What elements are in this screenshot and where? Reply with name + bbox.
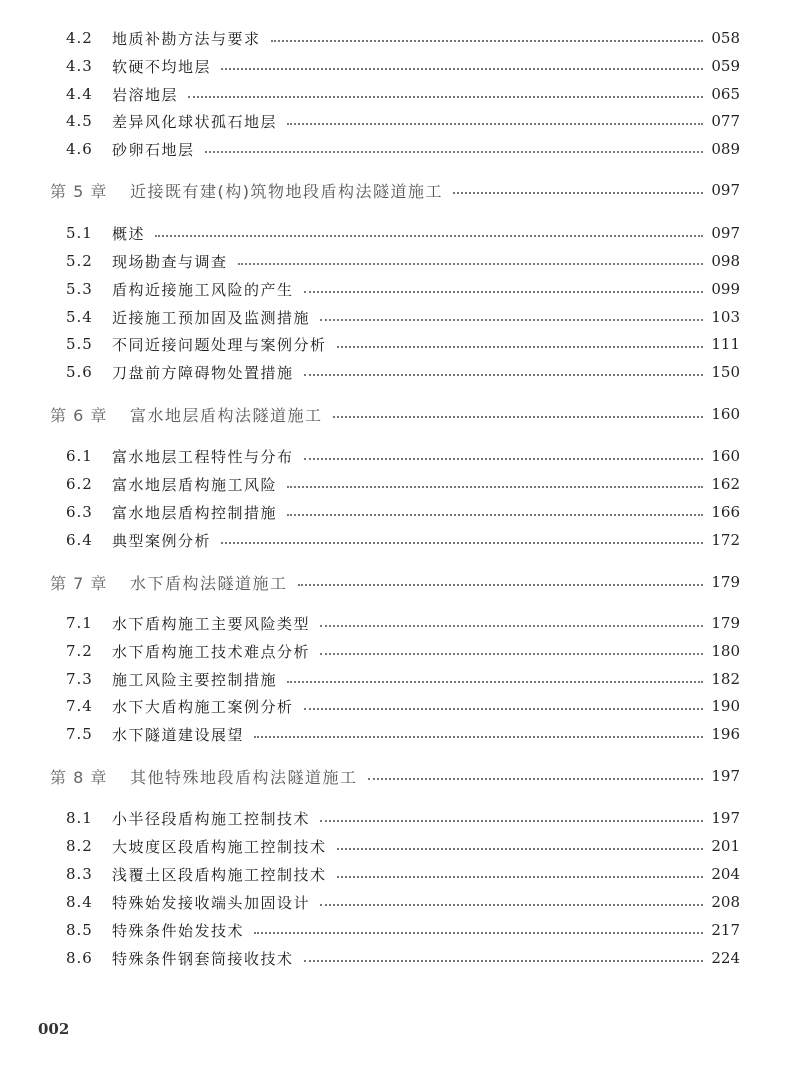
toc-section-entry [0,527,790,553]
toc-section-entry [0,861,790,887]
chapter-number: 第 5 章 [50,181,108,201]
dot-leader [304,374,703,376]
toc-section-entry [0,721,790,747]
section-title: 岩溶地层 [112,85,179,104]
chapter-title: 近接既有建(构)筑物地段盾构法隧道施工 [130,181,443,201]
section-number: 5.4 [66,308,93,326]
chapter-number: 第 8 章 [50,767,108,787]
section-number: 7.4 [66,697,93,715]
dot-leader [304,960,703,962]
page-reference: 162 [711,475,740,493]
page-reference: 089 [711,140,740,158]
dot-leader [254,736,703,738]
section-title: 特殊条件钢套筒接收技术 [112,949,294,968]
toc-section-entry [0,220,790,246]
section-number: 6.3 [66,503,93,521]
page-reference: 190 [711,697,740,715]
page-reference: 197 [711,767,740,785]
toc-section-entry [0,610,790,636]
dot-leader [304,708,703,710]
dot-leader [188,96,703,98]
page-reference: 099 [711,280,740,298]
section-title: 概述 [112,224,146,243]
section-title: 盾构近接施工风险的产生 [112,280,294,299]
section-title: 现场勘查与调查 [112,252,228,271]
section-number: 4.3 [66,57,93,75]
dot-leader [287,123,703,125]
page-reference: 059 [711,57,740,75]
dot-leader [155,235,703,237]
section-title: 富水地层工程特性与分布 [112,447,294,466]
page-reference: 217 [711,921,740,939]
chapter-title: 富水地层盾构法隧道施工 [130,405,323,425]
page-reference: 103 [711,308,740,326]
section-title: 差异风化球状孤石地层 [112,112,278,131]
section-number: 7.1 [66,614,93,632]
toc-section-entry [0,889,790,915]
toc-section-entry [0,331,790,357]
section-number: 7.2 [66,642,93,660]
page-reference: 180 [711,642,740,660]
section-title: 地质补勘方法与要求 [112,29,261,48]
section-title: 大坡度区段盾构施工控制技术 [112,837,327,856]
chapter-title: 水下盾构法隧道施工 [130,573,288,593]
section-number: 8.3 [66,865,93,883]
page-reference: 160 [711,405,740,423]
toc-section-entry [0,248,790,274]
dot-leader [304,291,703,293]
dot-leader [254,932,703,934]
section-number: 4.5 [66,112,93,130]
page-reference: 201 [711,837,740,855]
toc-chapter-entry [0,763,790,789]
page-reference: 166 [711,503,740,521]
dot-leader [320,904,703,906]
section-title: 富水地层盾构施工风险 [112,475,278,494]
toc-chapter-entry [0,569,790,595]
section-title: 水下盾构施工技术难点分析 [112,642,311,661]
section-title: 砂卵石地层 [112,140,195,159]
toc-section-entry [0,276,790,302]
section-number: 5.3 [66,280,93,298]
section-number: 6.1 [66,447,93,465]
section-number: 5.5 [66,335,93,353]
chapter-title: 其他特殊地段盾构法隧道施工 [130,767,358,787]
dot-leader [320,625,703,627]
toc-section-entry [0,81,790,107]
page-reference: 179 [711,614,740,632]
section-title: 水下盾构施工主要风险类型 [112,614,311,633]
toc-section-entry [0,833,790,859]
section-number: 8.5 [66,921,93,939]
page-reference: 204 [711,865,740,883]
page-reference: 179 [711,573,740,591]
section-title: 水下大盾构施工案例分析 [112,697,294,716]
toc-section-entry [0,693,790,719]
section-title: 软硬不均地层 [112,57,212,76]
dot-leader [337,848,703,850]
section-title: 不同近接问题处理与案例分析 [112,335,327,354]
dot-leader [221,542,703,544]
dot-leader [337,876,703,878]
section-title: 富水地层盾构控制措施 [112,503,278,522]
section-title: 水下隧道建设展望 [112,725,245,744]
toc-section-entry [0,471,790,497]
dot-leader [221,68,703,70]
toc-chapter-entry [0,401,790,427]
section-number: 8.6 [66,949,93,967]
section-number: 7.3 [66,670,93,688]
dot-leader [320,653,703,655]
section-number: 8.4 [66,893,93,911]
section-title: 特殊条件始发技术 [112,921,245,940]
dot-leader [287,514,703,516]
section-number: 5.1 [66,224,93,242]
page-reference: 097 [711,181,740,199]
section-number: 5.2 [66,252,93,270]
section-number: 4.4 [66,85,93,103]
section-number: 7.5 [66,725,93,743]
page-reference: 172 [711,531,740,549]
dot-leader [368,778,703,780]
page-reference: 098 [711,252,740,270]
dot-leader [287,681,703,683]
dot-leader [453,192,703,194]
toc-section-entry [0,108,790,134]
section-title: 施工风险主要控制措施 [112,670,278,689]
section-number: 8.1 [66,809,93,827]
section-number: 5.6 [66,363,93,381]
section-number: 4.6 [66,140,93,158]
page-reference: 097 [711,224,740,242]
toc-section-entry [0,53,790,79]
toc-section-entry [0,917,790,943]
section-number: 8.2 [66,837,93,855]
dot-leader [337,346,703,348]
page-reference: 111 [711,335,740,353]
page-reference: 150 [711,363,740,381]
dot-leader [304,458,703,460]
page-number: 002 [38,1020,70,1038]
page-reference: 065 [711,85,740,103]
section-title: 特殊始发接收端头加固设计 [112,893,311,912]
section-number: 4.2 [66,29,93,47]
toc-section-entry [0,304,790,330]
toc-section-entry [0,359,790,385]
section-title: 典型案例分析 [112,531,212,550]
page-reference: 077 [711,112,740,130]
section-title: 近接施工预加固及监测措施 [112,308,311,327]
dot-leader [271,40,703,42]
dot-leader [287,486,703,488]
toc-section-entry [0,25,790,51]
toc-section-entry [0,499,790,525]
toc-chapter-entry [0,177,790,203]
dot-leader [320,820,703,822]
page-reference: 208 [711,893,740,911]
section-title: 刀盘前方障碍物处置措施 [112,363,294,382]
toc-section-entry [0,638,790,664]
page-reference: 224 [711,949,740,967]
page-reference: 197 [711,809,740,827]
dot-leader [333,416,703,418]
section-number: 6.2 [66,475,93,493]
toc-section-entry [0,805,790,831]
page-reference: 160 [711,447,740,465]
page-reference: 058 [711,29,740,47]
dot-leader [298,584,703,586]
page-reference: 196 [711,725,740,743]
section-title: 小半径段盾构施工控制技术 [112,809,311,828]
toc-section-entry [0,666,790,692]
section-number: 6.4 [66,531,93,549]
dot-leader [320,319,703,321]
toc-section-entry [0,136,790,162]
chapter-number: 第 6 章 [50,405,108,425]
section-title: 浅覆土区段盾构施工控制技术 [112,865,327,884]
dot-leader [238,263,703,265]
page-reference: 182 [711,670,740,688]
dot-leader [205,151,703,153]
toc-section-entry [0,443,790,469]
chapter-number: 第 7 章 [50,573,108,593]
toc-section-entry [0,945,790,971]
